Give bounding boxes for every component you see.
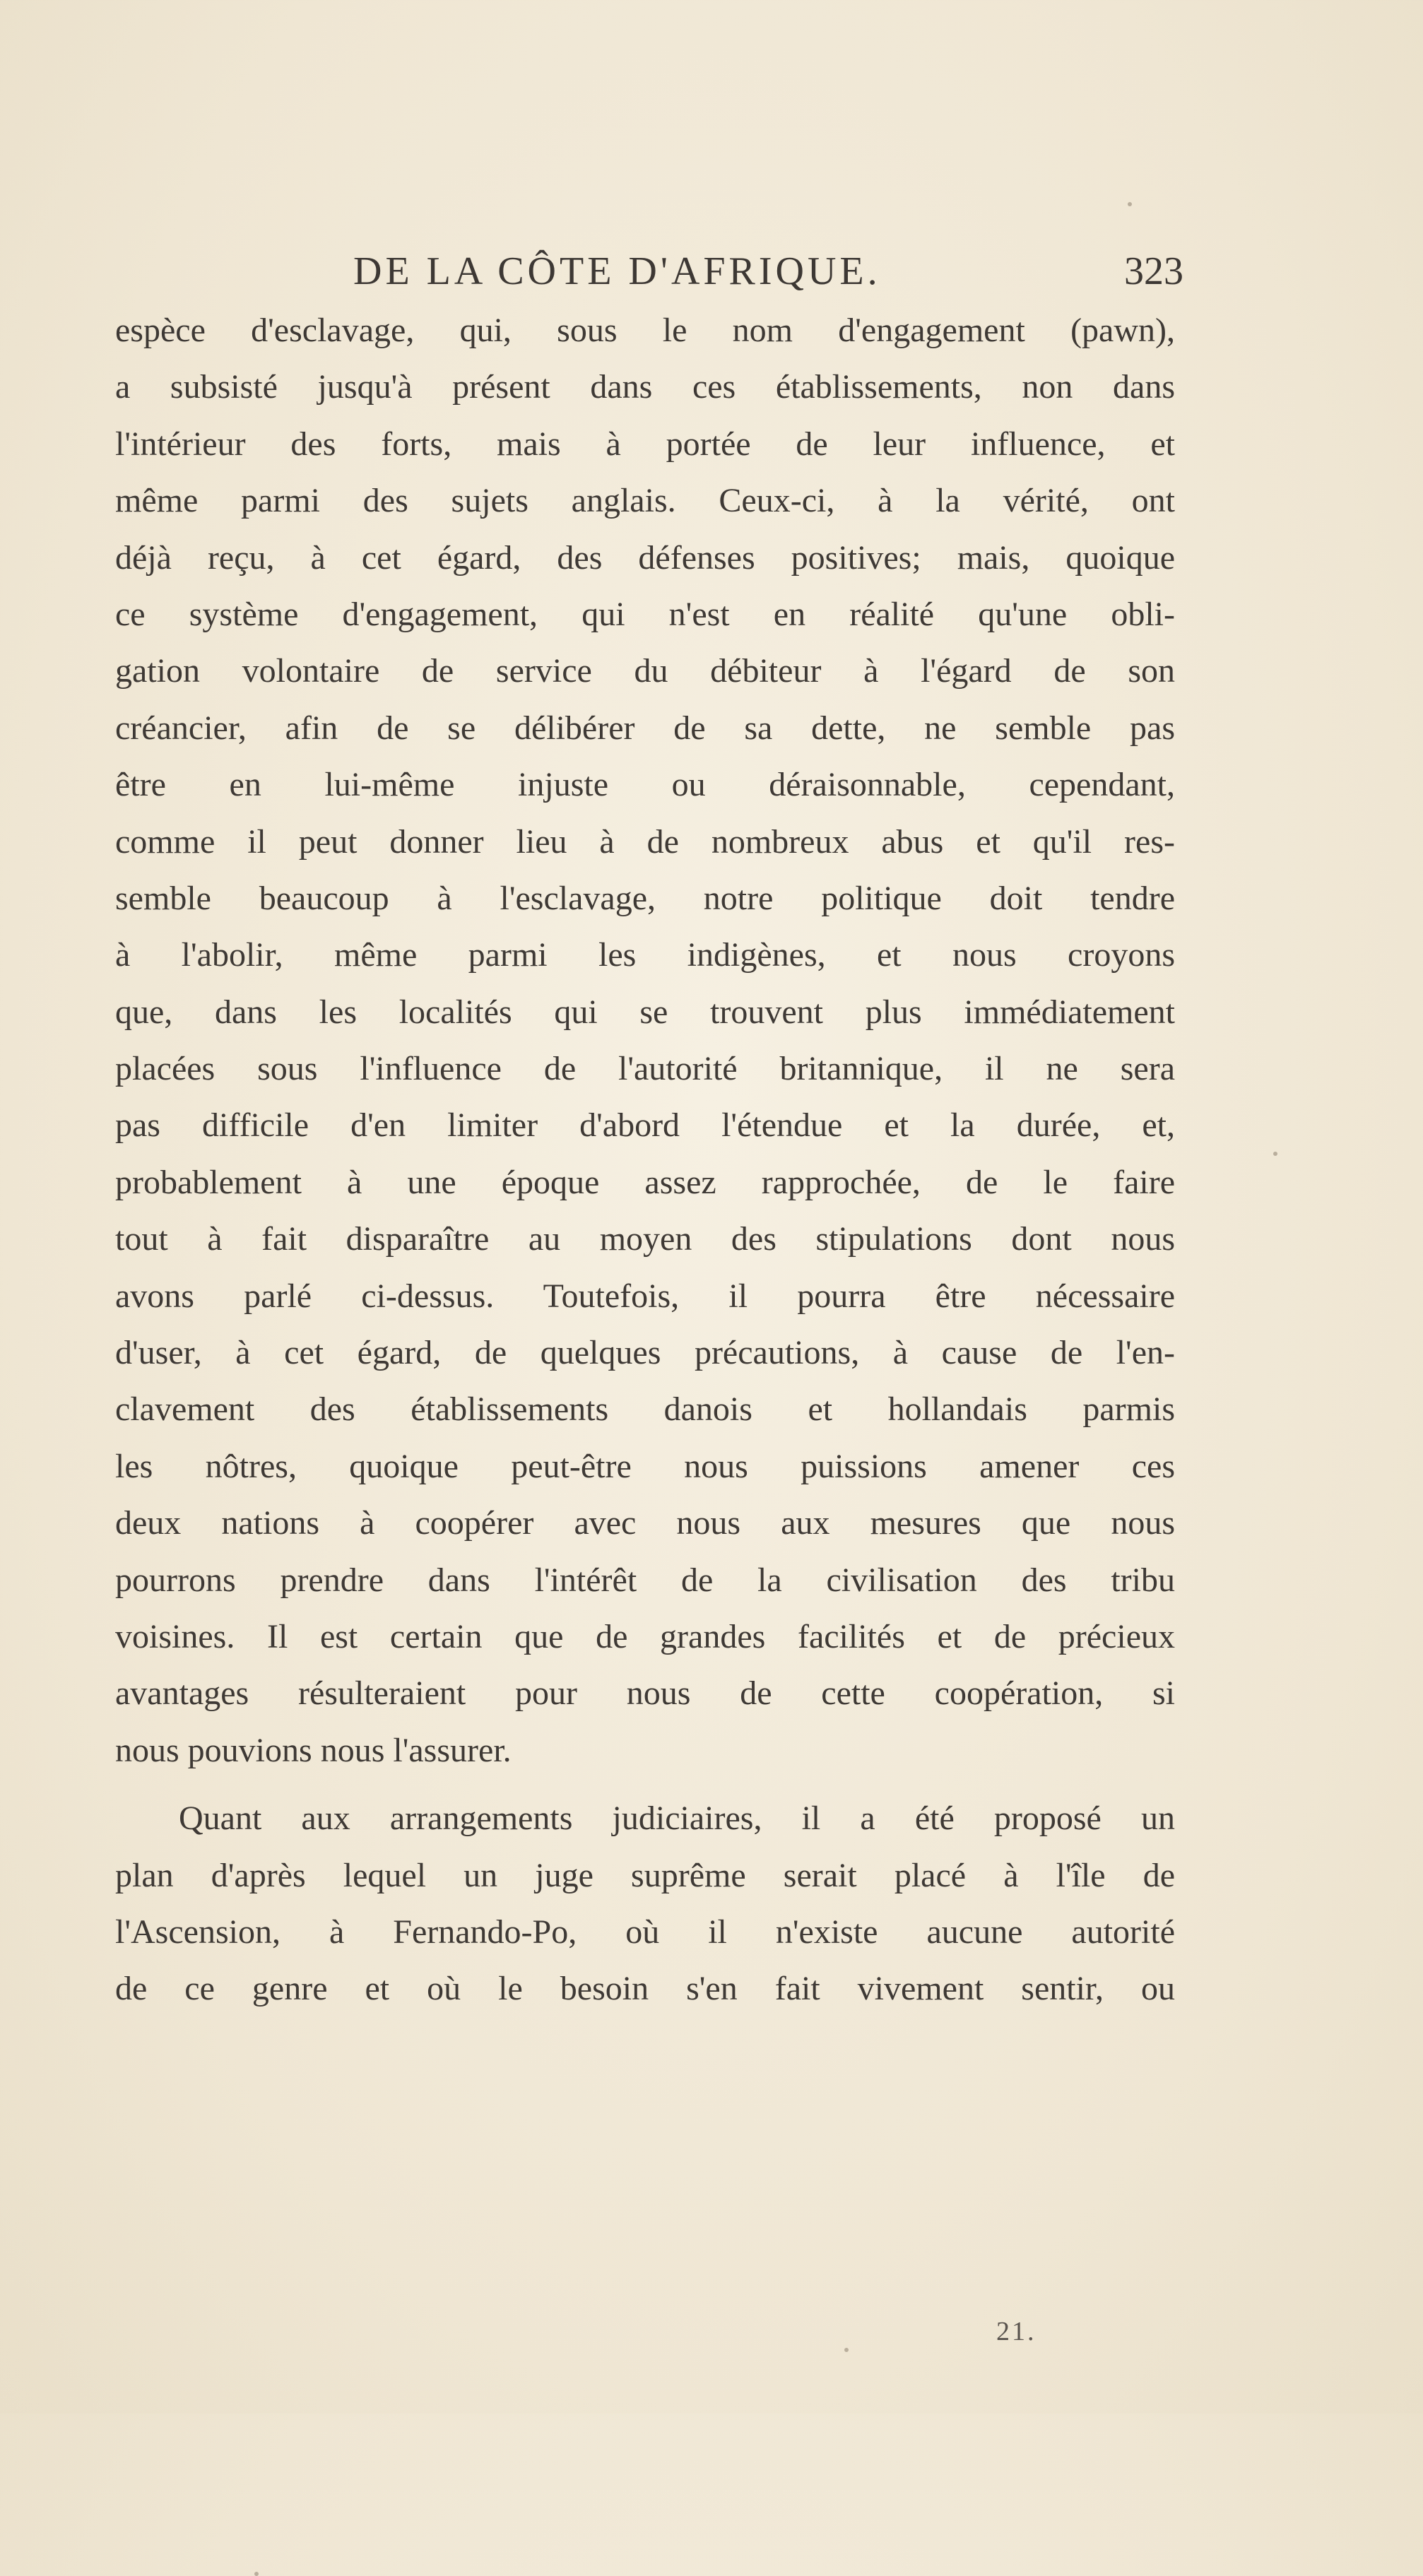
paper-speck: [254, 2572, 259, 2576]
text-line: être en lui-même injuste ou déraisonnable, cependant,: [115, 766, 1175, 804]
paper-speck: [844, 2348, 849, 2352]
text-line: avons parlé ci-dessus. Toutefois, il pourra être nécessaire: [115, 1277, 1175, 1315]
text-line: pourrons prendre dans l'intérêt de la civilisation des tribu: [115, 1561, 1175, 1599]
running-head: [353, 249, 1183, 298]
text-line: ce système d'engagement, qui n'est en réalité qu'une obli-: [115, 595, 1175, 633]
body-text: [115, 302, 1175, 2018]
page-number: 323: [1124, 249, 1183, 293]
text-line: espèce d'esclavage, qui, sous le nom d'engagement (pawn),: [115, 312, 1175, 349]
text-line: de ce genre et où le besoin s'en fait vivement sentir, ou: [115, 1970, 1175, 2008]
text-line: tout à fait disparaître au moyen des stipulations dont nous: [115, 1220, 1175, 1258]
text-line: créancier, afin de se délibérer de sa dette, ne semble pas: [115, 709, 1175, 747]
text-line: plan d'après lequel un juge suprême serait placé à l'île de: [115, 1856, 1175, 1894]
signature-mark: 21.: [996, 2317, 1037, 2346]
paper-speck: [1273, 1152, 1277, 1156]
text-line: semble beaucoup à l'esclavage, notre politique doit tendre: [115, 879, 1175, 917]
text-line: placées sous l'influence de l'autorité britannique, il ne sera: [115, 1050, 1175, 1088]
text-line: avantages résulteraient pour nous de cette coopération, si: [115, 1674, 1175, 1713]
running-title: DE LA CÔTE D'AFRIQUE.: [353, 249, 881, 293]
text-line: probablement à une époque assez rapprochée, de le faire: [115, 1163, 1175, 1201]
text-line: les nôtres, quoique peut-être nous puissions amener ces: [115, 1447, 1175, 1485]
text-line: à l'abolir, même parmi les indigènes, et nous croyons: [115, 936, 1175, 974]
text-line: que, dans les localités qui se trouvent plus immédiatement: [115, 993, 1175, 1031]
text-line: gation volontaire de service du débiteur à l'égard de son: [115, 652, 1175, 690]
text-line: a subsisté jusqu'à présent dans ces établissements, non dans: [115, 368, 1175, 406]
text-line: l'Ascension, à Fernando-Po, où il n'existe aucune autorité: [115, 1913, 1175, 1951]
text-line: déjà reçu, à cet égard, des défenses positives; mais, quoique: [115, 538, 1175, 577]
paragraph-gap: [115, 1779, 1175, 1790]
text-line: même parmi des sujets anglais. Ceux-ci, à la vérité, ont: [115, 482, 1175, 520]
text-line: comme il peut donner lieu à de nombreux abus et qu'il res-: [115, 822, 1175, 861]
text-line: deux nations à coopérer avec nous aux mesures que nous: [115, 1504, 1175, 1542]
text-line: clavement des établissements danois et hollandais parmis: [115, 1390, 1175, 1429]
text-line: l'intérieur des forts, mais à portée de leur influence, et: [115, 425, 1175, 463]
text-line: Quant aux arrangements judiciaires, il a été proposé un: [179, 1800, 1175, 1838]
text-line: voisines. Il est certain que de grandes facilités et de précieux: [115, 1617, 1175, 1655]
text-line: nous pouvions nous l'assurer.: [115, 1731, 512, 1769]
text-line: d'user, à cet égard, de quelques précautions, à cause de l'en-: [115, 1334, 1175, 1372]
paper-speck: [1128, 202, 1132, 206]
text-line: pas difficile d'en limiter d'abord l'étendue et la durée, et,: [115, 1106, 1175, 1145]
